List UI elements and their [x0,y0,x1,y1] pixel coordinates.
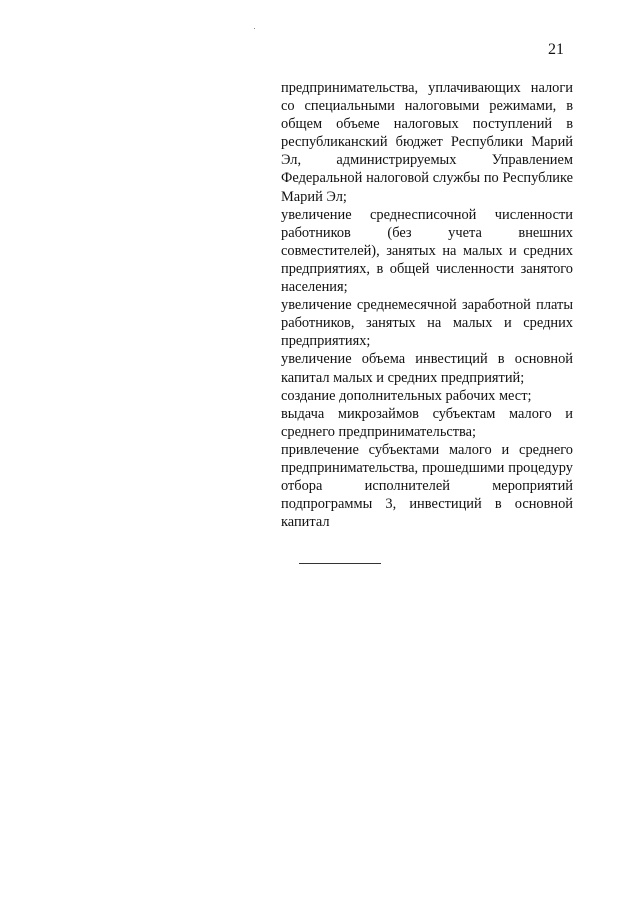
paragraph-microloans: выдача микрозаймов субъектам малого и среднего предпринимательства; [281,405,573,440]
paragraph-employee-share: увеличение среднесписочной численности работников (без учета внешних совместителей), занятых на малых и средних предприятиях, в общей численности занятого населения; [281,206,573,296]
paragraph-investment-volume: увеличение объема инвестиций в основной капитал малых и средних предприятий; [281,351,573,386]
paragraph-attracted-investment: привлечение субъектами малого и среднего предпринимательства, прошедшими процедуру отбора исполнителей мероприятий подпрограммы 3, инвестиций в основной капитал [281,441,573,531]
end-divider-line [299,563,381,564]
paragraph-new-jobs: создание дополнительных рабочих мест; [281,387,532,404]
paragraph-average-salary: увеличение среднемесячной заработной платы работников, занятых на малых и средних предприятиях; [281,297,573,350]
paragraph-tax-share: предпринимательства, уплачивающих налоги со специальными налоговыми режимами, в общем объеме налоговых поступлений в республиканский бюджет Республики Марий Эл, администрируемых Управлением Федеральной налоговой службы по Республике Марий Эл; [281,80,573,205]
document-text [281,79,573,531]
page-number: 21 [548,41,564,58]
scan-speck [254,28,255,29]
